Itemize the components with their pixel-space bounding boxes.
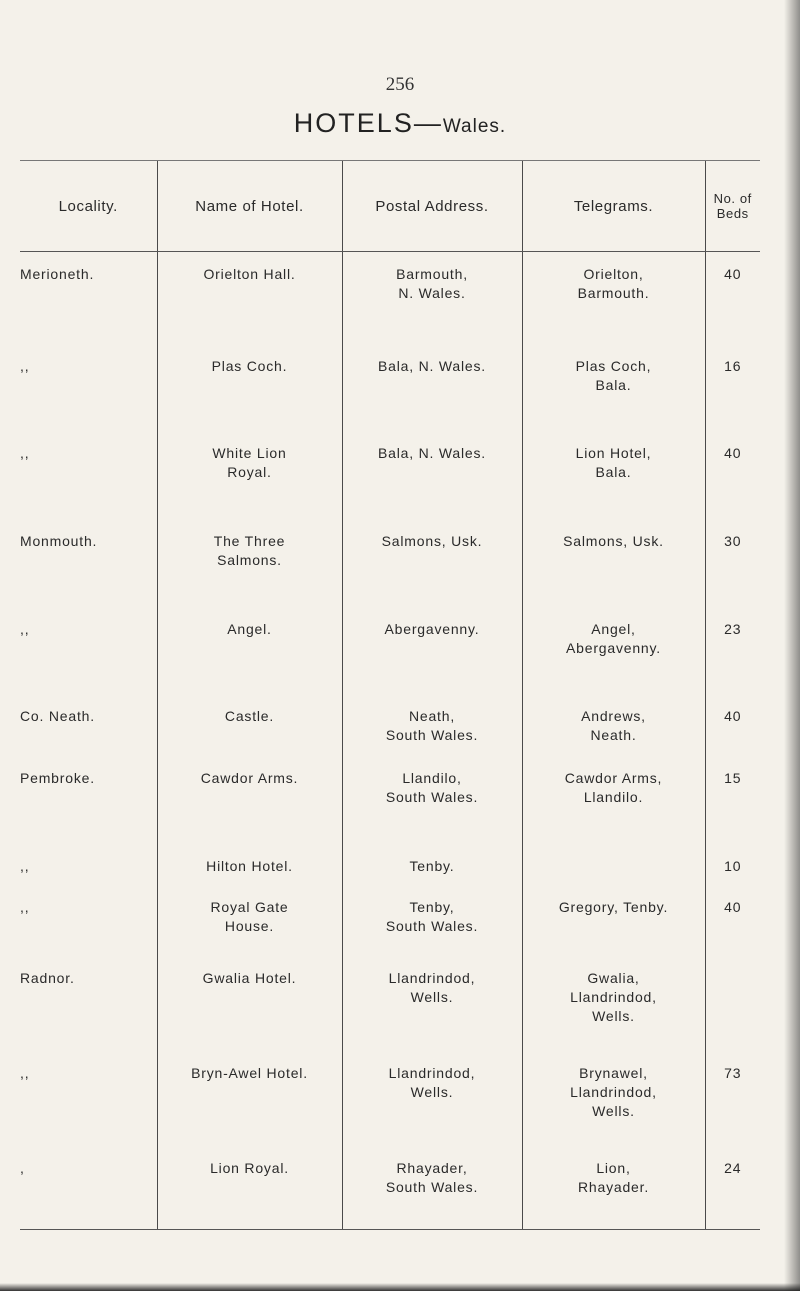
cell-locality: Pembroke. [20,769,95,786]
cell-beds: 30 [705,526,760,614]
cell-telegrams: Angel, Abergavenny. [522,614,705,701]
cell-locality: Radnor. [20,969,75,986]
cell-locality: , [20,1153,157,1230]
cell-locality: ,, [20,620,30,637]
cell-locality: ,, [20,898,30,915]
cell-hotel-name: Bryn-Awel Hotel. [157,1058,342,1153]
cell-hotel-name: Lion Royal. [157,1153,342,1230]
cell-beds: 40 [705,438,760,526]
cell-telegrams: Salmons, Usk. [522,526,705,614]
cell-locality: Monmouth. [20,532,98,549]
table-row [20,438,760,526]
cell-telegrams: Plas Coch, Bala. [522,351,705,438]
cell-postal-address: Llandilo, South Wales. [342,763,522,851]
cell-telegrams: Gwalia, Llandrindod, Wells. [522,963,705,1058]
cell-postal-address: Llandrindod, Wells. [342,963,522,1058]
cell-telegrams: Lion Hotel, Bala. [522,438,705,526]
table-row [20,963,760,1058]
cell-beds: 16 [705,351,760,438]
cell-locality: ,, [20,857,30,874]
cell-beds: 40 [705,892,760,963]
cell-hotel-name: Royal Gate House. [157,892,342,963]
cell-postal-address: Rhayader, South Wales. [342,1153,522,1230]
header-locality: Locality. [20,161,157,252]
cell-hotel-name: Cawdor Arms. [157,763,342,851]
cell-beds: 73 [705,1058,760,1153]
cell-locality: ,, [20,357,30,374]
cell-postal-address: Salmons, Usk. [342,526,522,614]
table-row [20,1058,760,1153]
table-row [20,614,760,701]
cell-hotel-name: Hilton Hotel. [157,851,342,892]
cell-hotel-name: Castle. [157,701,342,763]
cell-telegrams [522,851,705,892]
cell-locality: ,, [20,444,30,461]
table-row [20,351,760,438]
page-number: 256 [385,74,415,95]
cell-beds: 10 [705,851,760,892]
page-title-dash: — [413,108,443,138]
cell-postal-address: Abergavenny. [342,614,522,701]
header-postal-address: Postal Address. [342,161,522,252]
cell-postal-address: Bala, N. Wales. [342,351,522,438]
cell-hotel-name: Gwalia Hotel. [157,963,342,1058]
table-row [20,763,760,851]
cell-telegrams: Andrews, Neath. [522,701,705,763]
cell-postal-address: Llandrindod, Wells. [342,1058,522,1153]
page-title-sub: Wales. [442,116,507,137]
hotels-table [20,160,760,1230]
page-bottom-shadow [0,1283,800,1291]
cell-telegrams: Orielton, Barmouth. [522,252,705,351]
cell-beds: 40 [705,252,760,351]
header-row [20,161,760,252]
cell-hotel-name: The Three Salmons. [157,526,342,614]
page-title-main: HOTELS [293,108,414,138]
header-telegrams: Telegrams. [522,161,705,252]
cell-postal-address: Bala, N. Wales. [342,438,522,526]
header-hotel-name: Name of Hotel. [157,161,342,252]
table-row [20,252,760,351]
header-beds: No. of Beds [705,161,760,252]
cell-hotel-name: Plas Coch. [157,351,342,438]
cell-locality: Co. Neath. [20,707,95,724]
cell-hotel-name: Orielton Hall. [157,252,342,351]
cell-beds: 23 [705,614,760,701]
cell-postal-address: Barmouth, N. Wales. [342,252,522,351]
table-row [20,526,760,614]
page-title [0,108,800,139]
table-row [20,1153,760,1230]
cell-beds: 15 [705,763,760,851]
cell-locality: Merioneth. [20,266,95,282]
cell-beds [705,963,760,1058]
page-edge-shadow [784,0,800,1291]
cell-telegrams: Lion, Rhayader. [522,1153,705,1230]
cell-beds: 24 [705,1153,760,1230]
cell-telegrams: Gregory, Tenby. [522,892,705,963]
cell-telegrams: Brynawel, Llandrindod, Wells. [522,1058,705,1153]
cell-postal-address: Tenby, South Wales. [342,892,522,963]
cell-beds: 40 [705,701,760,763]
table-row [20,701,760,763]
cell-telegrams: Cawdor Arms, Llandilo. [522,763,705,851]
table-row [20,892,760,963]
table-row [20,851,760,892]
cell-hotel-name: White Lion Royal. [157,438,342,526]
cell-locality: ,, [20,1064,30,1081]
cell-hotel-name: Angel. [157,614,342,701]
cell-postal-address: Neath, South Wales. [342,701,522,763]
cell-postal-address: Tenby. [342,851,522,892]
